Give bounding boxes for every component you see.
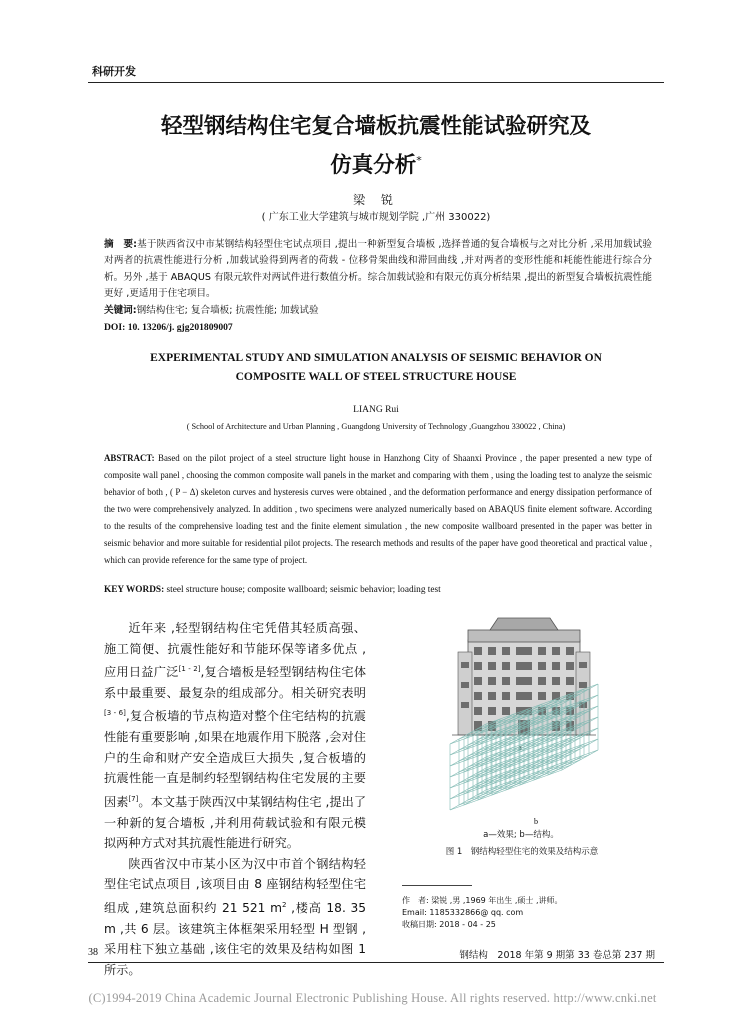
paper-title bbox=[88, 110, 664, 183]
citation-ref[interactable]: [1 - 2] bbox=[178, 665, 201, 674]
keywords-en bbox=[104, 585, 652, 595]
affiliation-en: ( School of Architecture and Urban Planning , Guangdong University of Technology ,Guangzhou 330022 , China) bbox=[186, 422, 566, 431]
p1-part-a: 近年来 ,轻型钢结构住宅凭借其轻质高强、施工简便、抗震性能好和节能环保等诸多优点 ,应用日益广泛 bbox=[104, 621, 366, 680]
section-label: 科研开发 bbox=[92, 65, 136, 78]
citation-ref[interactable]: [3 - 6] bbox=[104, 709, 126, 718]
p1-part-c: ,复合板墙的节点构造对整个住宅结构的抗震性能有重要影响 ,如果在地震作用下脱落 ,会对住户的生命和财产安全造成巨大损失 ,复合板墙的抗震性能一直是制约轻型钢结构住宅发展的主要因素 bbox=[104, 709, 366, 809]
author-footnote bbox=[402, 895, 562, 931]
keywords-en-label: KEY WORDS: bbox=[104, 585, 165, 595]
figure-label-a: a bbox=[518, 743, 522, 752]
p1-part-d: 。本文基于陕西汉中某钢结构住宅 ,提出了一种新的复合墙板 ,并利用荷载试验和有限元模拟两种方式对其抗震性能进行研究。 bbox=[104, 794, 367, 851]
title-en-line-2: COMPOSITE WALL OF STEEL STRUCTURE HOUSE bbox=[235, 371, 517, 383]
journal-info: 钢结构 2018 年第 9 期第 33 卷总第 237 期 bbox=[459, 950, 655, 961]
figure-label-b: b bbox=[534, 817, 538, 826]
copyright-watermark: (C)1994-2019 China Academic Journal Electronic Publishing House. All rights reserved. http://www.cnki.net bbox=[88, 991, 657, 1005]
abstract-cn-label: 摘 要: bbox=[104, 239, 138, 250]
title-en-line-1: EXPERIMENTAL STUDY AND SIMULATION ANALYSIS OF SEISMIC BEHAVIOR ON bbox=[150, 352, 602, 364]
unit-superscript: 2 bbox=[281, 900, 287, 909]
abstract-en-label: ABSTRACT: bbox=[104, 453, 155, 463]
footnote-rule bbox=[402, 885, 472, 886]
author-en: LIANG Rui bbox=[353, 405, 399, 415]
figure-caption: 图 1 钢结构轻型住宅的效果及结构示意 bbox=[445, 847, 599, 857]
abstract-cn-text: 基于陕西省汉中市某钢结构轻型住宅试点项目 ,提出一种新型复合墙板 ,选择普通的复合墙板与之对比分析 ,采用加载试验对两者的抗震性能进行分析 ,加载试验得到两者的荷载 - 位移骨架曲线和滞回曲线 ,并对两者的变形性能和耗能性能进行综合分析。另外 ,基于 ABAQUS 有限元软件对两试件进行数值分析。综合加载试验和有限元仿真分析结果 ,提出的新型复合墙板抗震性能更好 ,更适用于住宅项目。 bbox=[104, 239, 652, 300]
affiliation-cn: ( 广东工业大学建筑与城市规划学院 ,广州 330022) bbox=[261, 212, 491, 223]
title-en bbox=[88, 349, 664, 387]
title-line-2 bbox=[88, 144, 664, 183]
top-rule bbox=[88, 82, 664, 83]
abstract-en bbox=[104, 450, 652, 569]
p2-part-a: 陕西省汉中市某小区为汉中市首个钢结构轻型住宅试点项目 ,该项目由 8 座钢结构轻型住宅组成 ,建筑总面积约 21 521 m bbox=[104, 856, 366, 915]
paragraph-1 bbox=[104, 618, 366, 854]
footnote-email: Email: 1185332866@ qq. com bbox=[402, 908, 524, 917]
keywords-cn-text: 钢结构住宅; 复合墙板; 抗震性能; 加载试验 bbox=[136, 305, 319, 316]
title-line-2-text: 仿真分析 bbox=[330, 153, 417, 179]
figure-sublabels: a—效果; b—结构。 bbox=[483, 830, 559, 840]
page-number: 38 bbox=[88, 947, 98, 958]
bottom-rule bbox=[88, 962, 664, 963]
title-line-1: 轻型钢结构住宅复合墙板抗震性能试验研究及 bbox=[160, 114, 591, 139]
keywords-cn bbox=[104, 303, 652, 319]
title-footnote-mark: * bbox=[416, 154, 422, 167]
keywords-cn-label: 关键词: bbox=[104, 305, 137, 316]
footnote-author: 作 者: 梁锐 ,男 ,1969 年出生 ,硕士 ,讲师。 bbox=[402, 896, 563, 905]
p2-part-b: ,楼高 18. 35 m ,共 6 层。该建筑主体框架采用轻型 H 型钢 ,采用柱下独立基础 ,该住宅的效果及结构如图 1 所示。 bbox=[104, 900, 366, 977]
body-text bbox=[104, 618, 366, 980]
doi: DOI: 10. 13206/j. gjg201809007 bbox=[104, 322, 233, 333]
footnote-received: 收稿日期: 2018 - 04 - 25 bbox=[402, 920, 496, 929]
figure-1 bbox=[432, 612, 610, 830]
citation-ref[interactable]: [7] bbox=[128, 794, 139, 803]
abstract-cn bbox=[104, 237, 652, 303]
author-cn: 梁 锐 bbox=[353, 193, 399, 207]
p1-part-b: ,复合墙板是轻型钢结构住宅体系中最重要、最复杂的组成部分。相关研究表明 bbox=[104, 665, 367, 700]
abstract-en-text: Based on the pilot project of a steel structure light house in Hanzhong City of Shaanxi Province , the paper presented a new type of composite wall panel , choosing the common composite wall panels in the market and comparing with them , using the loading test to analyze the seismic behavior of both , ( P − Δ) skeleton curves and hysteresis curves were obtained , and the deformation performance and energy dissipation performance of the two were comprehensively analyzed. In addition , two specimens were analyzed numerically based on ABAQUS finite element software. According to the results of the comprehensive loading test and the finite element simulation , the new composite wallboard presented in the paper was better in seismic behavior and more suitable for residential pilot projects. The research methods and results of the paper have good theoretical and practical value , which can provide reference for the same type of project. bbox=[104, 453, 652, 565]
keywords-en-text: steel structure house; composite wallboard; seismic behavior; loading test bbox=[166, 585, 441, 595]
